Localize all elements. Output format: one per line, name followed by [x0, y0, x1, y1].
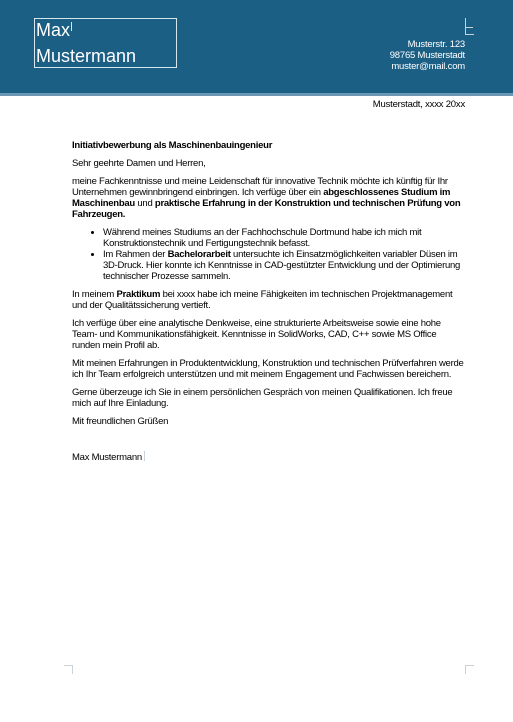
margin-corner-bottom-right: [465, 665, 474, 674]
practice-bold: Praktikum: [116, 289, 161, 300]
signature: Max Mustermann: [72, 452, 142, 463]
text-cursor: [71, 22, 72, 31]
contact-street: Musterstr. 123: [407, 39, 465, 50]
list-item: [103, 249, 465, 282]
bullet-text: Während meines Studiums an der Fachhochschule Dortmund habe ich mich mit Konstruktionstechnik und Fertigungstechnik befasst.: [103, 227, 422, 249]
bullet-text: untersuchte ich Einsatzmöglichkeiten variabler Düsen im 3D-Druck. Hier konnte ich Kenntnisse in CAD-gestützter Entwicklung und der Optimierung technischer Prozesse sammeln.: [103, 249, 461, 282]
name-text-box[interactable]: [34, 18, 177, 68]
intro-bold-2: praktische Erfahrung in der Konstruktion und technischen Prüfung von Fahrzeugen.: [72, 198, 461, 220]
text-cursor: [144, 451, 145, 461]
first-name: Max: [36, 20, 71, 40]
contact-email: muster@mail.com: [391, 61, 465, 72]
margin-corner-tick: [465, 27, 473, 28]
contact-city: 98765 Musterstadt: [389, 50, 465, 61]
signature-line: [72, 451, 465, 463]
last-name: Mustermann: [36, 46, 137, 66]
intro-text-1: meine Fachkenntnisse und meine Leidenschaft für innovative Technik möchte ich künftig für Ihr Unternehmen gewinnbringend einbringen. Ich verfüge über ein: [72, 176, 448, 198]
closing-line: Mit freundlichen Grüßen: [72, 416, 169, 427]
contact-block: [390, 39, 465, 72]
intro-bold-1: abgeschlossenes Studium im Maschinenbau: [72, 187, 451, 209]
practice-paragraph: [72, 289, 465, 311]
qualification-list: [72, 227, 465, 282]
subject-line: Initiativbewerbung als Maschinenbauingenieur: [72, 140, 273, 151]
practice-text-2: bei xxxx habe ich meine Fähigkeiten im technischen Projektmanagement und der Qualitätssicherung vertieft.: [72, 289, 453, 311]
margin-corner-bottom-left: [64, 665, 73, 674]
invitation-paragraph: Gerne überzeuge ich Sie in einem persönlichen Gespräch von meinen Qualifikationen. Ich freue mich auf Ihre Einladung.: [72, 387, 453, 409]
letter-body[interactable]: [72, 140, 465, 470]
date-line: Musterstadt, xxxx 20xx: [372, 99, 465, 110]
letter-header: [0, 0, 513, 96]
list-item: [103, 227, 465, 249]
bullet-text: Im Rahmen der: [103, 249, 168, 260]
skills-paragraph: Ich verfüge über eine analytische Denkweise, eine strukturierte Arbeitsweise sowie eine hohe Team- und Kommunikationsfähigkeit. Kenntnisse in SolidWorks, CAD, C++ sowie MS Office runden mein Profil ab.: [72, 318, 441, 351]
intro-text-2: und: [135, 198, 155, 209]
bullet-bold: Bachelorarbeit: [167, 249, 231, 260]
practice-text-1: In meinem: [72, 289, 117, 300]
contribution-paragraph: Mit meinen Erfahrungen in Produktentwicklung, Konstruktion und technischen Prüfverfahren werde ich Ihr Team erfolgreich unterstützen und mit meinem Engagement und Fachwissen bereichern.: [72, 358, 464, 380]
salutation: Sehr geehrte Damen und Herren,: [72, 158, 206, 169]
intro-paragraph: [72, 176, 465, 220]
